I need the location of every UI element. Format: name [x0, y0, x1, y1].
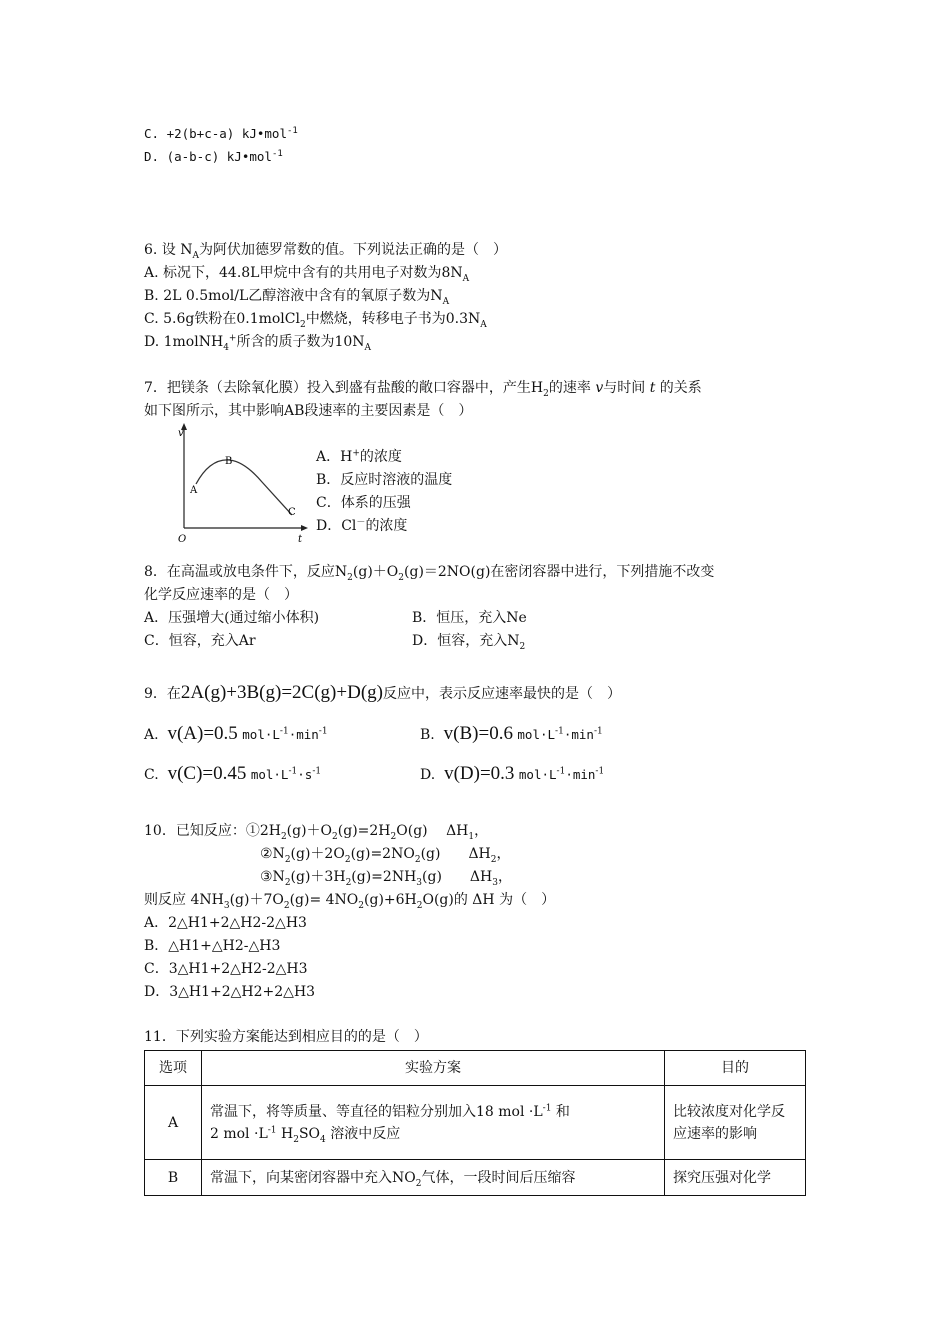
- q6-option-b: B. 2L 0.5mol/L乙醇溶液中含有的氧原子数为$N_A$: [144, 288, 450, 307]
- q8-option-b: B．恒压，充入Ne: [412, 610, 527, 626]
- point-b-label: B: [225, 456, 233, 467]
- q7-option-a: A．H+的浓度: [316, 448, 402, 465]
- row-a-goal: 比较浓度对化学反应速率的影响: [665, 1086, 806, 1160]
- table-row: [145, 1160, 806, 1196]
- header-plan: 实验方案: [202, 1051, 665, 1086]
- q9-option-d: D. v(D)=0.3 $mol\cdot L^{-1}\cdot\min^{-1}$: [420, 763, 605, 784]
- q6-option-c: C. 5.6g铁粉在0.1molCl$_2$中燃烧，转移电子书为$0.3N_A$: [144, 311, 487, 330]
- row-a-option: A: [145, 1086, 202, 1160]
- q8-option-a: A．压强增大(通过缩小体积): [144, 610, 320, 626]
- q8-option-d: D．恒容，充入$N_2$: [412, 633, 526, 652]
- row-b-goal: 探究压强对化学: [665, 1160, 806, 1196]
- table-row: [145, 1086, 806, 1160]
- q9-stem: 9．在2A(g)+3B(g)=2C(g)+D(g)反应中，表示反应速率最快的是（ ）: [144, 682, 621, 703]
- q11-stem: 11．下列实验方案能达到相应目的的是（ ）: [144, 1029, 428, 1045]
- q7-option-b: B．反应时溶液的温度: [316, 472, 453, 488]
- q7-option-d: D．Cl－的浓度: [316, 517, 408, 534]
- q10-reaction-2: $②N_2(g)+2O_2(g)=2NO_2(g)$ $\Delta H_2$，: [260, 846, 511, 865]
- point-a-label: A: [190, 485, 198, 496]
- q10-reaction-3: $③N_2(g)+3H_2(g)=2NH_3(g)$ $\Delta H_3$，: [260, 869, 512, 888]
- row-a-plan: 常温下，将等质量、等直径的铝粒分别加入18 mol $\cdot L^{-1}$ 和 2 mol $\cdot L^{-1}$ $H_2SO_4$ 溶液中反应: [202, 1086, 665, 1160]
- q6-stem: 6. 设 $N_A$为阿伏加德罗常数的值。下列说法正确的是（ ）: [144, 242, 508, 261]
- q10-option-c: C．3△H1+2△H2-2△H3: [144, 961, 308, 977]
- q9-option-a: A. v(A)=0.5 $mol\cdot L^{-1}\cdot\min^{-1}$: [144, 723, 328, 744]
- q7-stem-line2: 如下图所示，其中影响AB段速率的主要因素是（ ）: [144, 403, 473, 419]
- q11-experiment-table: [144, 1050, 806, 1196]
- rate-curve: [196, 460, 292, 515]
- q7-rate-time-graph: [170, 420, 310, 544]
- x-axis-arrow-icon: [301, 525, 308, 531]
- q6-option-a: A. 标况下，44.8L甲烷中含有的共用电子对数为$8N_A$: [144, 265, 470, 284]
- table-header-row: [145, 1051, 806, 1086]
- header-option: 选项: [145, 1051, 202, 1086]
- q10-question: 则反应 $4NH_3(g)+7O_2(g)= 4NO_2(g)+6H_2O(g)$的 ΔH 为（ ）: [144, 892, 556, 911]
- q8-stem-line2: 化学反应速率的是（ ）: [144, 587, 298, 603]
- q10-option-a: A．2△H1+2△H2-2△H3: [144, 915, 307, 931]
- row-b-option: B: [145, 1160, 202, 1196]
- q9-option-b: B. v(B)=0.6 $mol\cdot L^{-1}\cdot\min^{-1}$: [420, 723, 603, 744]
- q10-option-b: B．△H1+△H2-△H3: [144, 938, 281, 954]
- q9-option-c: C. v(C)=0.45 $mol\cdot L^{-1}\cdot s^{-1}$: [144, 763, 322, 784]
- x-axis-label: t: [298, 534, 303, 544]
- q8-stem-line1: 8．在高温或放电条件下，反应$N_2(g)+O_2(g)=2NO(g)$在密闭容器中进行，下列措施不改变: [144, 564, 715, 583]
- q6-option-d: D. 1molNH$_4$+所含的质子数为$10N_A$: [144, 333, 372, 353]
- origin-label: O: [178, 534, 187, 544]
- q7-option-c: C．体系的压强: [316, 495, 411, 511]
- point-c-label: C: [288, 507, 296, 518]
- q5-option-d: D. (a-b-c) kJ•mol$^{-1}$: [144, 148, 283, 164]
- y-axis-label: v: [178, 428, 184, 439]
- header-goal: 目的: [665, 1051, 806, 1086]
- q7-stem-line1: 7．把镁条（去除氧化膜）投入到盛有盐酸的敞口容器中，产生$H_2$的速率 v与时间 t 的关系: [144, 380, 702, 399]
- row-b-plan: 常温下，向某密闭容器中充入$NO_2$气体，一段时间后压缩容: [202, 1160, 665, 1196]
- q10-reaction-1: 10．已知反应：$①2H_2(g)+O_2(g)=2H_2O(g)$ $\Delta H_1$，: [144, 823, 489, 842]
- q5-option-c: C. +2(b+c-a) kJ•mol$^{-1}$: [144, 125, 298, 141]
- q8-option-c: C．恒容，充入Ar: [144, 633, 256, 649]
- q10-option-d: D．3△H1+2△H2+2△H3: [144, 984, 316, 1000]
